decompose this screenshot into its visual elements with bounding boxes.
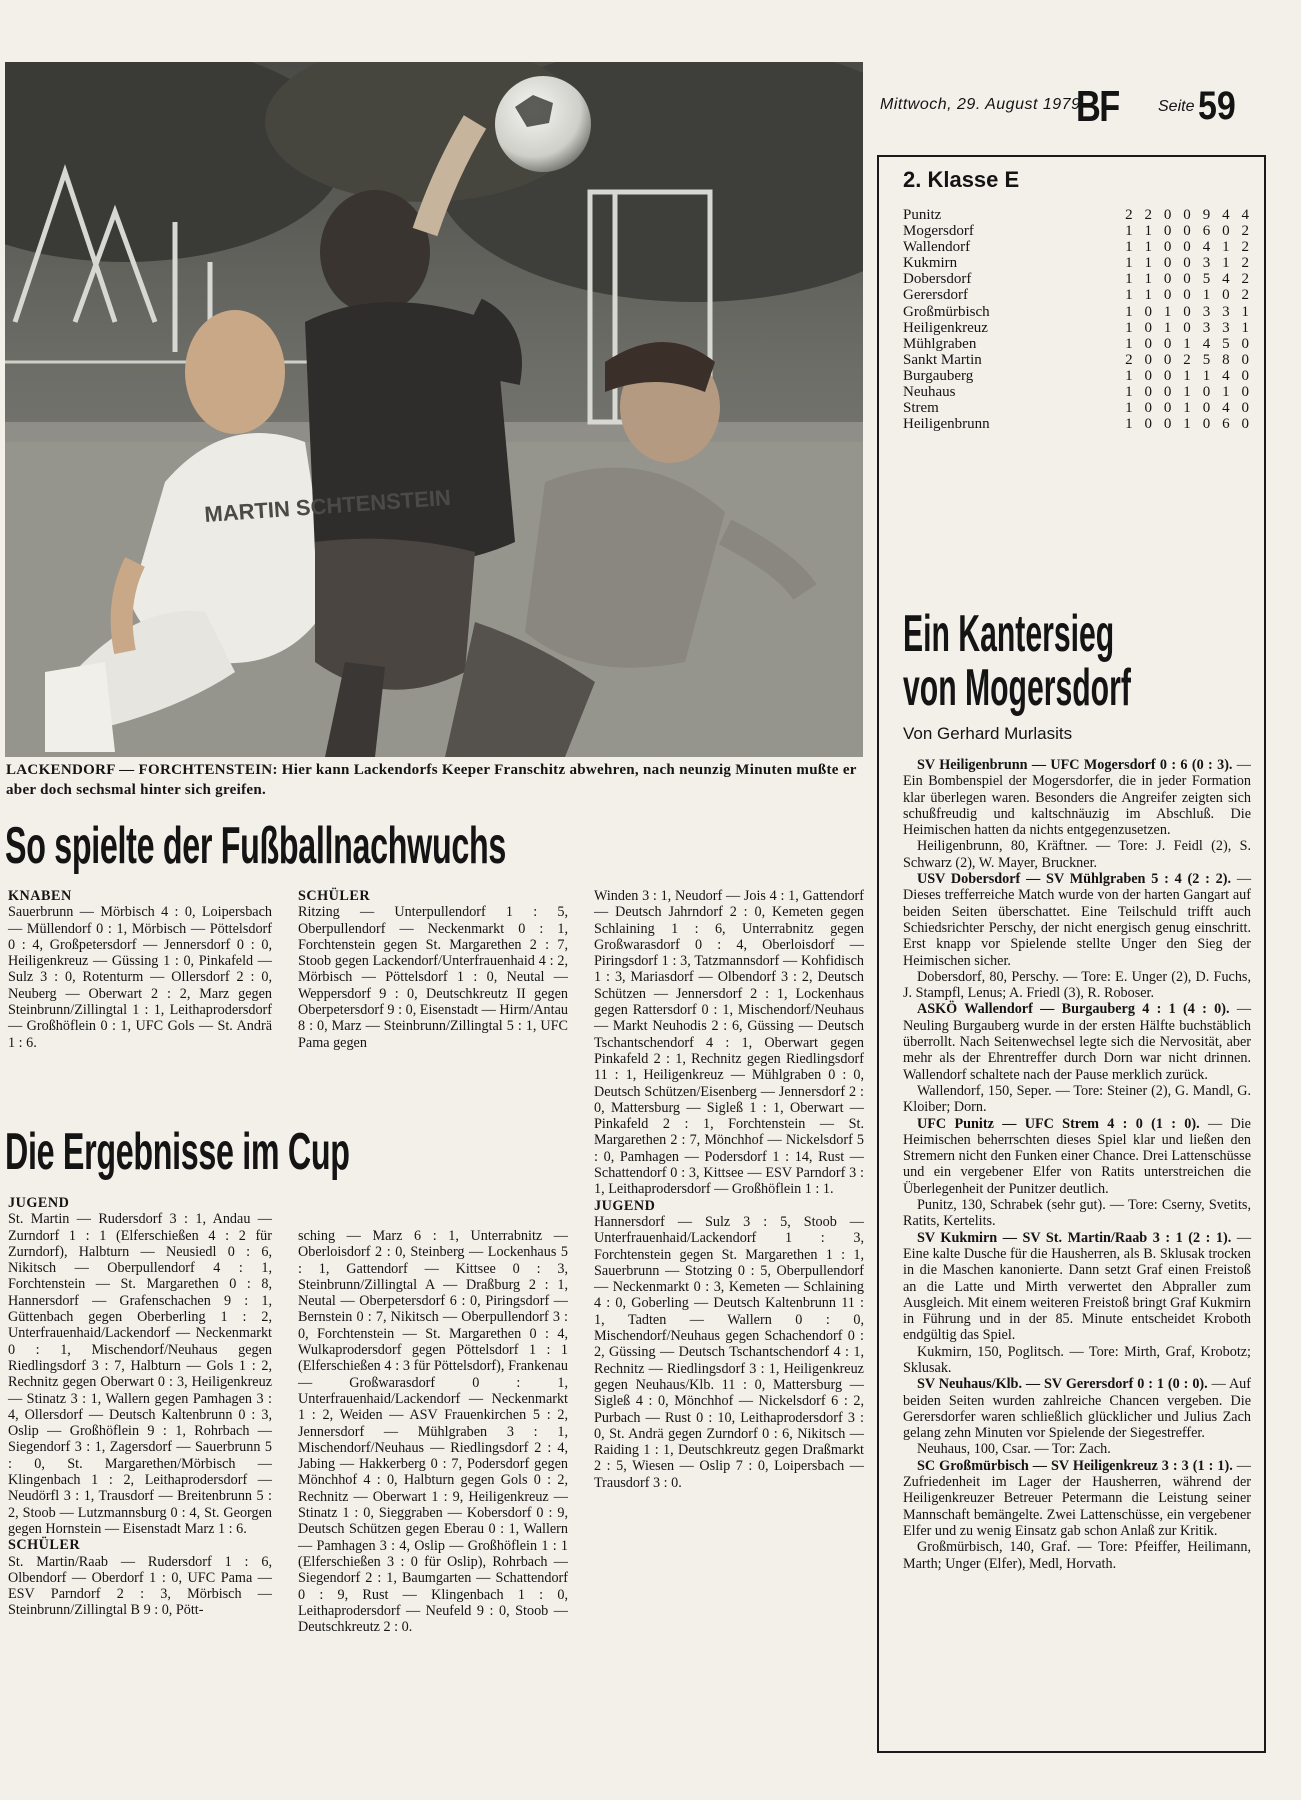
table-cell: 1 xyxy=(1183,384,1191,401)
article-headline-line1: Ein Kantersieg xyxy=(903,605,1115,663)
match-heading: UFC Punitz — UFC Strem 4 : 0 (1 : 0). xyxy=(917,1115,1200,1132)
cup-results-column-3 xyxy=(594,888,864,1491)
team-name: Mogersdorf xyxy=(903,223,974,240)
results-paragraph: Ritzing — Unterpullendorf 1 : 5, Oberpullendorf — Neckenmarkt 0 : 1, Forchtenstein gegen St. Margarethen 2 : 7, Stoob gegen Lackendorf/Unterfrauenhaid 4 : 2, Mörbisch — Pöttelsdorf 1 : 0, Neutal — Weppersdorf 9 : 0, Deutschkreutz II gegen Oberpetersdorf 9 : 0, Eisenstadt — Hirm/Antau 8 : 0, Marz — Steinbrunn/Zillingtal 5 : 1, UFC Pama gegen xyxy=(298,904,568,1051)
section-heading: SCHÜLER xyxy=(8,1537,81,1554)
table-row xyxy=(903,304,1255,320)
table-cell: 1 xyxy=(1125,384,1133,401)
table-cell: 2 xyxy=(1241,239,1250,256)
article-paragraph: Dobersdorf, 80, Perschy. — Tore: E. Unger (2), D. Fuchs, J. Stampfl, Lenus; A. Friedl (3), R. Roboser. xyxy=(903,968,1251,1002)
match-heading: SV Heiligenbrunn — UFC Mogersdorf 0 : 6 (0 : 3). xyxy=(917,757,1233,773)
table-cell: 1 xyxy=(1222,255,1230,272)
table-cell: 0 xyxy=(1163,287,1172,304)
table-row xyxy=(903,255,1255,271)
article-paragraph: UFC Punitz — UFC Strem 4 : 0 (1 : 0). — Die Heimischen beherrschten dieses Spiel klar und ließen den Stremern nicht den Funken einer Chance. Drei Lattenschüsse und ein vergebener Elfer von Ratits unterstreichen die Überlegenheit der Punitzer deutlich. xyxy=(903,1115,1251,1197)
table-cell: 0 xyxy=(1144,319,1153,336)
table-cell: 2 xyxy=(1241,287,1250,304)
table-cell: 1 xyxy=(1241,319,1250,336)
table-cell: 0 xyxy=(1163,367,1172,384)
table-row xyxy=(903,271,1255,287)
table-row xyxy=(903,352,1255,368)
table-cell: 0 xyxy=(1183,271,1191,288)
table-cell: 0 xyxy=(1144,384,1153,401)
table-cell: 0 xyxy=(1183,239,1191,256)
team-name: Sankt Martin xyxy=(903,351,982,368)
article-paragraph: SV Heiligenbrunn — UFC Mogersdorf 0 : 6 (0 : 3). — Ein Bombenspiel der Mogersdorfer, die in jeder Formation klar überlegen waren. Besonders die Angreifer zeigten sich schußfreudig und kaltschnäuzig im Abschluß. Die Heimischen hatten da nichts entgegenzusetzen. xyxy=(903,757,1251,839)
table-cell: 1 xyxy=(1241,303,1250,320)
team-name: Punitz xyxy=(903,207,942,223)
table-cell: 0 xyxy=(1241,416,1250,433)
table-cell: 4 xyxy=(1222,367,1230,384)
section-heading: JUGEND xyxy=(594,1197,656,1214)
article-body xyxy=(903,757,1251,1572)
table-row xyxy=(903,416,1255,432)
table-cell: 0 xyxy=(1183,319,1191,336)
table-cell: 0 xyxy=(1222,223,1230,240)
table-cell: 1 xyxy=(1183,367,1191,384)
match-photo xyxy=(5,62,863,757)
table-cell: 0 xyxy=(1202,416,1211,433)
table-cell: 0 xyxy=(1183,207,1191,223)
article-paragraph: USV Dobersdorf — SV Mühlgraben 5 : 4 (2 : 2). — Dieses trefferreiche Match wurde von der harten Gangart auf beiden Seiten überschattet. Eine Teilschuld trifft auch Schiedsrichter Perschy, der nicht energisch genug einschritt. Erst knapp vor Spielende stellte Unger den Sieg der Heimischen sicher. xyxy=(903,871,1251,969)
table-row xyxy=(903,320,1255,336)
table-cell: 0 xyxy=(1183,287,1191,304)
results-paragraph: Winden 3 : 1, Neudorf — Jois 4 : 1, Gattendorf — Deutsch Jahrndorf 2 : 0, Kemeten gegen Schlaining 1 : 6, Unterrabnitz gegen Großwarasdorf 0 : 4, Oberloisdorf — Piringsdorf 1 : 3, Tatzmannsdorf — Kohfidisch 1 : 3, Mariasdorf — Olbendorf 3 : 2, Deutsch Schützen — Jennersdorf 2 : 1, Lockenhaus gegen Rattersdorf 0 : 1, Mischendorf/Neuhaus — Markt Neuhodis 2 : 6, Güssing — Deutsch Tschantschendorf 4 : 1, Oberwart gegen Pinkafeld 2 : 1, Rechnitz gegen Riedlingsdorf 11 : 1, Heiligenkreuz — Mühlgraben 0 : 0, Deutsch Schützen/Eisenberg — Jennersdorf 2 : 0, Mattersburg — Sigleß 1 : 1, Oberwart — Pinkafeld 2 : 1, Forchtenstein — St. Margarethen 2 : 7, Mönchhof — Nickelsdorf 5 : 0, Pamhagen — Podersdorf 1 : 14, Rust — Schattendorf 0 : 3, Kittsee — ESV Parndorf 3 : 1, Leithaprodersdorf — Großhöflein 1 : 1. xyxy=(594,888,864,1198)
team-name: Großmürbisch xyxy=(903,303,990,320)
table-cell: 0 xyxy=(1183,303,1191,320)
table-cell: 0 xyxy=(1144,303,1153,320)
team-name: Strem xyxy=(903,400,939,417)
section-heading: KNABEN xyxy=(8,888,72,904)
table-cell: 2 xyxy=(1144,207,1153,223)
table-cell: 4 xyxy=(1202,335,1211,352)
results-paragraph: sching — Marz 6 : 1, Unterrabnitz — Oberloisdorf 2 : 0, Steinberg — Lockenhaus 5 : 1, Gattendorf — Kittsee 0 : 3, Steinbrunn/Zillingtal A — Draßburg 2 : 1, Neutal — Oberpetersdorf 6 : 0, Piringsdorf — Bernstein 0 : 7, Nikitsch — Oberpullendorf 3 : 0, Forchtenstein — St. Margarethen 0 : 4, Wulkaprodersdorf gegen Pöttelsdorf 1 : 1 (Elferschießen 4 : 3 für Pöttelsdorf), Frankenau — Großwarasdorf 0 : 1, Unterfrauenhaid/Lackendorf — Neckenmarkt 1 : 2, Weiden — ASV Frauenkirchen 5 : 2, Jennersdorf — Mühlgraben 3 : 1, Mischendorf/Neuhaus — Riedlingsdorf 2 : 4, Jabing — Hakkerberg 0 : 7, Podersdorf gegen Mönchhof 4 : 0, Halbturn gegen Gols 0 : 2, Rechnitz — Oberwart 1 : 9, Heiligenkreuz — Stinatz 1 : 0, Sieggraben — Kobersdorf 0 : 9, Deutsch Schützen gegen Eberau 0 : 1, Wallern — Pamhagen 3 : 4, Oslip — Großhöflein 1 : 1 (Elferschießen 3 : 0 für Oslip), Rohrbach — Siegendorf 2 : 1, Baumgarten — Schattendorf 0 : 9, Rust — Klingenbach 1 : 0, Leithaprodersdorf — Neufeld 9 : 0, Stoob — Deutschkreutz 2 : 0. xyxy=(298,1228,568,1636)
table-cell: 5 xyxy=(1222,335,1230,352)
section-heading: SCHÜLER xyxy=(298,888,371,904)
table-cell: 0 xyxy=(1163,400,1172,417)
table-row xyxy=(903,336,1255,352)
table-cell: 0 xyxy=(1202,384,1211,401)
results-paragraph: St. Martin/Raab — Rudersdorf 1 : 6, Olbendorf — Oberdorf 1 : 0, UFC Pama — ESV Parndorf 2 : 3, Mörbisch — Steinbrunn/Zillingtal B 9 : 0, Pött- xyxy=(8,1553,272,1619)
table-cell: 0 xyxy=(1241,384,1250,401)
team-name: Burgauberg xyxy=(903,367,974,384)
table-cell: 5 xyxy=(1202,271,1211,288)
team-name: Heiligenbrunn xyxy=(903,416,990,433)
team-name: Neuhaus xyxy=(903,384,956,401)
table-cell: 2 xyxy=(1183,351,1191,368)
article-headline xyxy=(903,607,1131,715)
table-cell: 3 xyxy=(1202,303,1211,320)
table-cell: 2 xyxy=(1241,255,1250,272)
table-cell: 0 xyxy=(1163,255,1172,272)
table-cell: 1 xyxy=(1125,335,1133,352)
section-heading: JUGEND xyxy=(8,1195,70,1211)
masthead-logo: BF xyxy=(1076,82,1119,131)
table-row xyxy=(903,287,1255,303)
match-heading: USV Dobersdorf — SV Mühlgraben 5 : 4 (2 : 2). xyxy=(917,871,1232,888)
table-cell: 1 xyxy=(1125,367,1133,384)
team-name: Heiligenkreuz xyxy=(903,319,988,336)
table-cell: 1 xyxy=(1125,271,1133,288)
table-cell: 1 xyxy=(1163,319,1172,336)
table-cell: 1 xyxy=(1144,287,1153,304)
team-name: Dobersdorf xyxy=(903,271,972,288)
match-heading: SV Neuhaus/Klb. — SV Gerersdorf 0 : 1 (0 : 0). xyxy=(917,1376,1208,1393)
article-paragraph: ASKÖ Wallendorf — Burgauberg 4 : 1 (4 : 0). — Neuling Burgauberg wurde in der ersten Hälfte buchstäblich überrollt. Nach Seitenwechsel legte sich die Nervosität, aber mehr als der Ehrentreffer durch Dorn war nicht drinnen. Wallendorf schaltete nach der Pause merklich zurück. xyxy=(903,1001,1251,1083)
results-paragraph: St. Martin — Rudersdorf 3 : 1, Andau — Zurndorf 1 : 1 (Elferschießen 4 : 2 für Zurndorf), Halbturn — Neusiedl 0 : 6, Nikitsch — Oberpullendorf 4 : 1, Forchtenstein — St. Margarethen 0 : 8, Hannersdorf — Grafenschachen 9 : 1, Güttenbach gegen Oberberling 1 : 2, Unterfrauenhaid/Lackendorf — Neckenmarkt 0 : 1, Mischendorf/Neuhaus gegen Riedlingsdorf 3 : 7, Halbturn — Gols 1 : 2, Rechnitz gegen Oberwart 0 : 3, Heiligenkreuz — Stinatz 3 : 1, Wallern gegen Pamhagen 3 : 4, Ollersdorf — Deutsch Kaltenbrunn 0 : 3, Oslip — Großhöflein 9 : 1, Rohrbach — Siegendorf 3 : 1, Zagersdorf — Sauerbrunn 5 : 0, St. Margarethen/Mörbisch — Klingenbach 1 : 2, Leithaprodersdorf — Neudörfl 3 : 1, Trausdorf — Breitenbrunn 5 : 2, Stoob — Lutzmannsburg 0 : 4, St. Georgen gegen Hornstein — Eisenstadt Marz 1 : 6. xyxy=(8,1211,272,1537)
table-cell: 2 xyxy=(1241,271,1250,288)
table-cell: 1 xyxy=(1125,223,1133,240)
table-cell: 0 xyxy=(1144,335,1153,352)
table-cell: 1 xyxy=(1222,239,1230,256)
cup-results-column-2 xyxy=(298,1228,568,1635)
article-paragraph: Punitz, 130, Schrabek (sehr gut). — Tore: Cserny, Svetits, Ratits, Kertelits. xyxy=(903,1197,1251,1230)
table-cell: 8 xyxy=(1222,351,1230,368)
table-cell: 1 xyxy=(1202,367,1211,384)
team-name: Gerersdorf xyxy=(903,287,968,304)
table-cell: 1 xyxy=(1125,400,1133,417)
table-cell: 1 xyxy=(1125,239,1133,256)
table-row xyxy=(903,384,1255,400)
table-cell: 4 xyxy=(1222,271,1230,288)
table-cell: 4 xyxy=(1222,400,1230,417)
article-paragraph: Kukmirn, 150, Poglitsch. — Tore: Mirth, Graf, Krobotz; Sklusak. xyxy=(903,1343,1251,1376)
table-cell: 0 xyxy=(1163,223,1172,240)
headline-cup: Die Ergebnisse im Cup xyxy=(5,1123,350,1181)
table-cell: 3 xyxy=(1222,319,1230,336)
table-cell: 0 xyxy=(1144,367,1153,384)
table-cell: 1 xyxy=(1125,255,1133,272)
table-row xyxy=(903,368,1255,384)
match-heading: SV Kukmirn — SV St. Martin/Raab 3 : 1 (2 : 1). xyxy=(917,1229,1232,1246)
article-paragraph: SC Großmürbisch — SV Heiligenkreuz 3 : 3 (1 : 1). — Zufriedenheit im Lager der Hausherren, während der Heiligenkreuzer Betreuer Petermann die Leistung seiner Mannschaft bemängelte. Zwei Lattenschüsse, ein vergebener Elfer und zu wenig Einsatz gab schon Anlaß zur Kritik. xyxy=(903,1457,1251,1539)
table-cell: 1 xyxy=(1144,223,1153,240)
team-name: Kukmirn xyxy=(903,255,958,272)
league-table xyxy=(903,207,1255,432)
article-paragraph: Heiligenbrunn, 80, Kräftner. — Tore: J. Feidl (2), S. Schwarz (2), W. Mayer, Bruckner. xyxy=(903,838,1251,871)
table-cell: 1 xyxy=(1183,335,1191,352)
photo-caption: LACKENDORF — FORCHTENSTEIN: Hier kann Lackendorfs Keeper Franschitz abwehren, nach neunzig Minuten mußte er aber doch sechsmal hinter sich greifen. xyxy=(6,762,857,798)
table-row xyxy=(903,239,1255,255)
table-cell: 0 xyxy=(1144,351,1153,368)
table-cell: 4 xyxy=(1202,239,1211,256)
table-cell: 1 xyxy=(1125,319,1133,336)
table-cell: 1 xyxy=(1144,271,1153,288)
table-cell: 0 xyxy=(1163,239,1172,256)
team-name: Mühlgraben xyxy=(903,335,977,352)
results-paragraph: Hannersdorf — Sulz 3 : 5, Stoob — Unterfrauenhaid/Lackendorf 1 : 3, Forchtenstein gegen St. Margarethen 1 : 1, Sauerbrunn — Stotzing 0 : 5, Oberpullendorf — Neckenmarkt 0 : 3, Kemeten — Schlaining 4 : 0, Goberling — Deutsch Kaltenbrunn 11 : 1, Tadten — Wallern 0 : 0, Mischendorf/Neuhaus gegen Schachendorf 0 : 2, Güssing — Deutsch Tschantschendorf 4 : 1, Rechnitz — Riedlingsdorf 3 : 1, Heiligenkreuz gegen Neuhaus/Klb. 11 : 0, Mattersburg — Sigleß 4 : 0, Mönchhof — Nickelsdorf 6 : 2, Purbach — Rust 0 : 10, Leithaprodersdorf 3 : 0, St. Andrä gegen Zurndorf 0 : 6, Nikitsch — Raiding 1 : 1, Deutschkreutz gegen Draßmarkt 2 : 5, Wiesen — Oslip 7 : 0, Loipersbach — Trausdorf 3 : 0. xyxy=(594,1213,864,1491)
cup-results-column-1 xyxy=(8,1195,272,1619)
page-header xyxy=(880,82,1260,132)
table-cell: 4 xyxy=(1222,207,1230,223)
article-byline: Von Gerhard Murlasits xyxy=(903,724,1073,743)
table-cell: 1 xyxy=(1163,303,1172,320)
table-cell: 1 xyxy=(1183,400,1191,417)
table-cell: 0 xyxy=(1163,416,1172,433)
table-cell: 0 xyxy=(1241,335,1250,352)
article-paragraph: SV Kukmirn — SV St. Martin/Raab 3 : 1 (2 : 1). — Eine kalte Dusche für die Hausherren, als B. Sklusak trocken in die Maschen kanonierte. Dann setzt Graf einen Freistoß an die Latte und Mirth verwertet den Abpraller zum Ausgleich. Mit einem weiteren Freistoß bringt Graf Kukmirn in Führung und in der 85. Minute entscheidet Kroboth endgültig das Spiel. xyxy=(903,1229,1252,1344)
page-label: Seite xyxy=(1158,98,1195,115)
results-knaben-column xyxy=(8,888,272,1051)
table-cell: 0 xyxy=(1163,335,1172,352)
table-row xyxy=(903,400,1255,416)
table-cell: 1 xyxy=(1222,384,1230,401)
table-cell: 2 xyxy=(1125,351,1133,368)
table-cell: 0 xyxy=(1202,400,1211,417)
match-heading: SC Großmürbisch — SV Heiligenkreuz 3 : 3 (1 : 1). xyxy=(917,1457,1233,1474)
table-cell: 1 xyxy=(1202,287,1211,304)
jersey-text: MARTIN SCHTENSTEIN xyxy=(203,484,452,527)
table-cell: 0 xyxy=(1144,416,1153,433)
team-name: Wallendorf xyxy=(903,239,971,256)
article-headline-line2: von Mogersdorf xyxy=(903,659,1131,717)
league-title: 2. Klasse E xyxy=(903,167,1020,192)
table-row xyxy=(903,207,1255,223)
table-cell: 4 xyxy=(1241,207,1250,223)
table-cell: 1 xyxy=(1144,239,1153,256)
table-cell: 0 xyxy=(1183,255,1191,272)
table-cell: 3 xyxy=(1202,255,1211,272)
results-schueler-column xyxy=(298,888,568,1051)
headline-nachwuchs: So spielte der Fußballnachwuchs xyxy=(5,817,506,875)
photo-illustration xyxy=(5,62,863,757)
table-cell: 2 xyxy=(1241,223,1250,240)
article-paragraph: Neuhaus, 100, Csar. — Tor: Zach. xyxy=(917,1441,1111,1458)
article-paragraph: SV Neuhaus/Klb. — SV Gerersdorf 0 : 1 (0 : 0). — Auf beiden Seiten wurden zahlreiche Chancen vergeben. Die Gerersdorfer waren schließlich glücklicher und Julius Zach gelang zehn Minuten vor Spielende der Siegestreffer. xyxy=(903,1376,1252,1442)
table-cell: 0 xyxy=(1163,384,1172,401)
issue-date: Mittwoch, 29. August 1979 xyxy=(880,96,1081,113)
table-cell: 6 xyxy=(1222,416,1230,433)
table-cell: 0 xyxy=(1144,400,1153,417)
table-cell: 1 xyxy=(1125,287,1133,304)
article-paragraph: Wallendorf, 150, Seper. — Tore: Steiner (2), G. Mandl, G. Kloiber; Dorn. xyxy=(903,1082,1251,1116)
table-cell: 0 xyxy=(1163,351,1172,368)
table-cell: 5 xyxy=(1202,351,1211,368)
table-cell: 1 xyxy=(1183,416,1191,433)
table-cell: 3 xyxy=(1202,319,1211,336)
table-cell: 0 xyxy=(1241,351,1250,368)
table-cell: 0 xyxy=(1222,287,1230,304)
table-row xyxy=(903,223,1255,239)
table-cell: 3 xyxy=(1222,303,1230,320)
table-cell: 2 xyxy=(1125,207,1133,223)
table-cell: 1 xyxy=(1144,255,1153,272)
table-cell: 0 xyxy=(1163,271,1172,288)
league-box xyxy=(877,155,1266,1753)
table-cell: 0 xyxy=(1163,207,1172,223)
results-paragraph: Sauerbrunn — Mörbisch 4 : 0, Loipersbach — Müllendorf 0 : 1, Mörbisch — Pöttelsdorf 0 : 4, Großpetersdorf — Jennersdorf 0 : 0, Heiligenkreuz — Güssing 1 : 0, Pinkafeld — Sulz 3 : 0, Rotenturm — Ollersdorf 2 : 0, Neuberg — Oberwart 2 : 2, Marz gegen Steinbrunn/Zillingtal 1 : 1, Leithaprodersdorf — Großhöflein 0 : 1, UFC Gols — St. Andrä 1 : 6. xyxy=(8,904,272,1051)
table-cell: 0 xyxy=(1183,223,1191,240)
match-heading: ASKÖ Wallendorf — Burgauberg 4 : 1 (4 : 0). xyxy=(917,1001,1230,1018)
table-cell: 0 xyxy=(1241,400,1250,417)
table-cell: 9 xyxy=(1202,207,1211,223)
table-cell: 0 xyxy=(1241,367,1250,384)
page-number: 59 xyxy=(1198,84,1236,128)
table-cell: 6 xyxy=(1202,223,1211,240)
article-paragraph: Großmürbisch, 140, Graf. — Tore: Pfeiffer, Heilimann, Marth; Unger (Elfer), Medl, Horvath. xyxy=(903,1539,1251,1572)
table-cell: 1 xyxy=(1125,303,1133,320)
table-cell: 1 xyxy=(1125,416,1133,433)
